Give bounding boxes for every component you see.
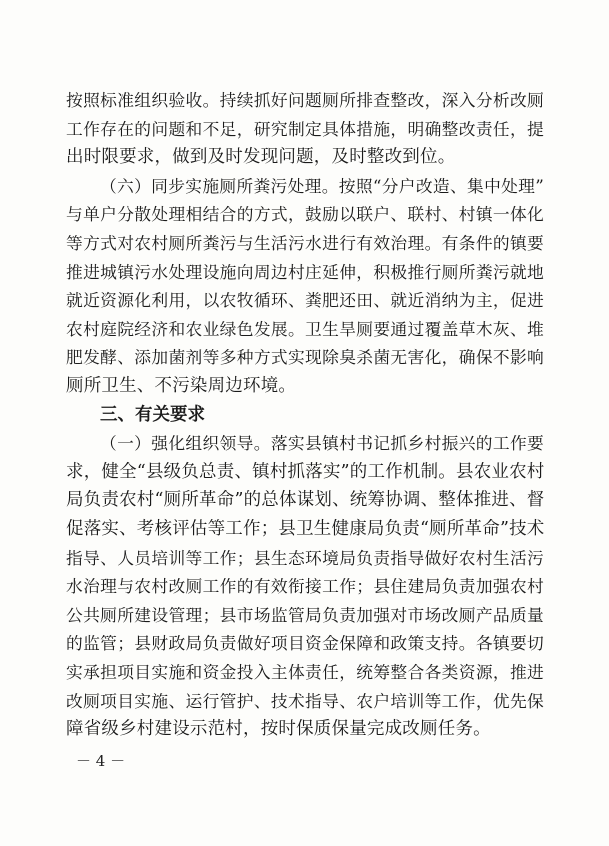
text-line: 改厕项目实施、运行管护、技术指导、农户培训等工作，优先保 xyxy=(66,691,544,711)
section-heading: 三、有关要求 xyxy=(100,405,205,425)
text-line: 水治理与农村改厕工作的有效衔接工作；县住建局负责加强农村 xyxy=(66,576,544,596)
text-line: 促落实、考核评估等工作；县卫生健康局负责“厕所革命”技术 xyxy=(66,519,545,539)
text-line: 出时限要求，做到及时发现问题，及时整改到位。 xyxy=(66,147,456,167)
text-line: 厕所卫生、不污染周边环境。 xyxy=(66,376,297,396)
text-line: 推进城镇污水处理设施向周边村庄延伸，积极推行厕所粪污就地 xyxy=(66,262,544,282)
page-number: － 4 － xyxy=(76,752,126,770)
text-line: 实承担项目实施和资金投入主体责任，统筹整合各类资源，推进 xyxy=(66,662,544,682)
text-line: 指导、人员培训等工作；县生态环境局负责指导做好农村生活污 xyxy=(66,548,544,568)
text-line: 障省级乡村建设示范村，按时保质保量完成改厕任务。 xyxy=(66,719,491,739)
text-line: 局负责农村“厕所革命”的总体谋划、统筹协调、整体推进、督 xyxy=(66,490,545,510)
text-line: 公共厕所建设管理；县市场监管局负责加强对市场改厕产品质量 xyxy=(66,605,544,625)
text-line: 农村庭院经济和农业绿色发展。卫生旱厕要通过覆盖草木灰、堆 xyxy=(66,319,544,339)
text-line: 肥发酵、添加菌剂等多种方式实现除臭杀菌无害化，确保不影响 xyxy=(66,347,544,367)
text-line: 按照标准组织验收。持续抓好问题厕所排查整改，深入分析改厕 xyxy=(66,90,544,110)
text-line: （六）同步实施厕所粪污处理。按照“分户改造、集中处理” xyxy=(100,176,544,196)
text-line: 等方式对农村厕所粪污与生活污水进行有效治理。有条件的镇要 xyxy=(66,233,544,253)
text-line: 的监管；县财政局负责做好项目资金保障和政策支持。各镇要切 xyxy=(66,633,544,653)
text-line: 与单户分散处理相结合的方式，鼓励以联户、联村、村镇一体化 xyxy=(66,204,544,224)
text-line: 工作存在的问题和不足，研究制定具体措施，明确整改责任，提 xyxy=(66,119,544,139)
text-line: 就近资源化利用，以农牧循环、粪肥还田、就近消纳为主，促进 xyxy=(66,290,544,310)
text-line: 求，健全“县级负总责、镇村抓落实”的工作机制。县农业农村 xyxy=(66,462,545,482)
text-line: （一）强化组织领导。落实县镇村书记抓乡村振兴的工作要 xyxy=(100,433,544,453)
